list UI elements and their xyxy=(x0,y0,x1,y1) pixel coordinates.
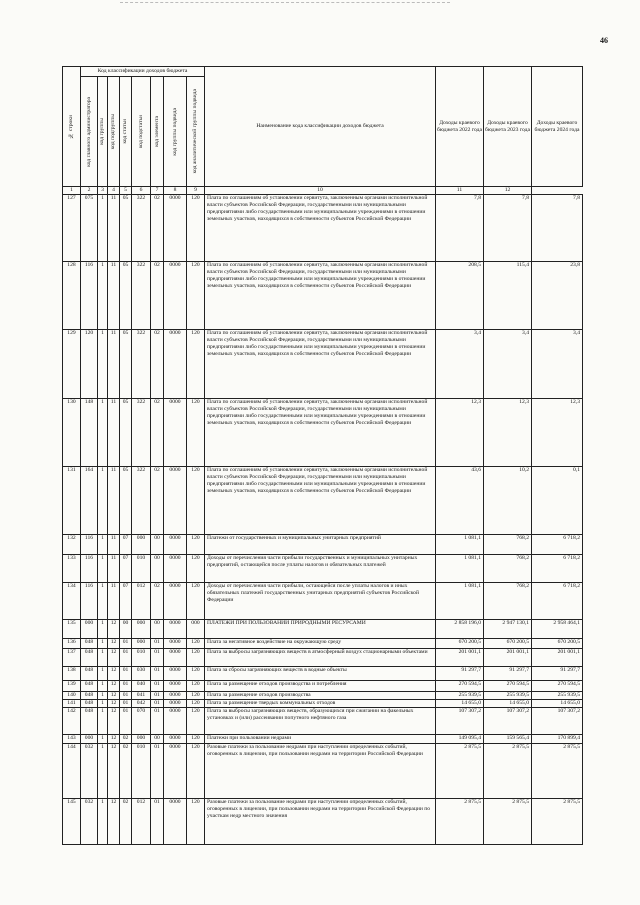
amount-2023: 2 947 130,1 xyxy=(484,620,532,639)
code-cell: 116 xyxy=(81,535,98,555)
header-code-column: код статьи xyxy=(120,77,132,187)
code-cell: 0000 xyxy=(164,620,187,639)
code-cell: 120 xyxy=(187,799,205,845)
code-cell: 010 xyxy=(132,555,151,583)
table-row xyxy=(63,330,583,399)
code-cell: 1 xyxy=(98,535,108,555)
code-cell: 07 xyxy=(120,555,132,583)
amount-2024: 7,8 xyxy=(532,195,583,262)
row-number: 139 xyxy=(63,681,81,692)
code-cell: 00 xyxy=(151,735,164,744)
code-cell: 12 xyxy=(108,700,120,708)
code-cell: 0000 xyxy=(164,744,187,799)
code-cell: 1 xyxy=(98,399,108,467)
code-cell: 070 xyxy=(132,708,151,735)
code-cell: 01 xyxy=(151,708,164,735)
table-row xyxy=(63,799,583,845)
code-cell: 120 xyxy=(187,692,205,700)
revenue-classification-table xyxy=(62,66,583,845)
revenue-name: Плата за негативное воздействие на окружающую среду xyxy=(205,639,436,649)
code-cell: 01 xyxy=(151,744,164,799)
scan-top-artifact xyxy=(120,2,450,5)
code-cell: 048 xyxy=(81,700,98,708)
revenue-name: Плата за размещение твердых коммунальных отходов xyxy=(205,700,436,708)
row-number: 128 xyxy=(63,262,81,330)
code-cell: 1 xyxy=(98,708,108,735)
header-code-column: код группы xyxy=(98,77,108,187)
amount-2023: 255 939,5 xyxy=(484,692,532,700)
header-code-column: код подгруппы xyxy=(108,77,120,187)
column-number: 4 xyxy=(108,187,120,195)
column-number: 5 xyxy=(120,187,132,195)
amount-2022: 107 307,2 xyxy=(436,708,484,735)
code-cell: 11 xyxy=(108,399,120,467)
table-row xyxy=(63,708,583,735)
code-cell: 120 xyxy=(187,667,205,681)
code-cell: 12 xyxy=(108,667,120,681)
code-cell: 0000 xyxy=(164,700,187,708)
code-cell: 000 xyxy=(132,639,151,649)
revenue-name: Доходы от перечисления части прибыли, остающейся после уплаты налогов и иных обязательных платежей государственных унитарных предприятий субъектов Российской Федерации xyxy=(205,583,436,620)
code-cell: 148 xyxy=(81,399,98,467)
revenue-name: Плата за выбросы загрязняющих веществ, образующихся при сжигании на факельных установках и (или) рассеивании попутного нефтяного газа xyxy=(205,708,436,735)
code-cell: 01 xyxy=(151,681,164,692)
amount-2022: 2 875,5 xyxy=(436,744,484,799)
code-cell: 0000 xyxy=(164,639,187,649)
row-number: 138 xyxy=(63,667,81,681)
code-cell: 120 xyxy=(187,555,205,583)
code-cell: 11 xyxy=(108,535,120,555)
code-cell: 041 xyxy=(132,692,151,700)
revenue-name: Доходы от перечисления части прибыли государственных и муниципальных унитарных предприятий, остающейся после уплаты налогов и обязательных платежей xyxy=(205,555,436,583)
amount-2024: 170 899,4 xyxy=(532,735,583,744)
code-cell: 0000 xyxy=(164,799,187,845)
table-row xyxy=(63,735,583,744)
code-cell: 01 xyxy=(151,799,164,845)
revenue-name: Разовые платежи за пользование недрами при наступлении определенных событий, оговоренных в лицензии, при пользовании недрами на территории Российской Федерации xyxy=(205,744,436,799)
amount-2024: 670 200,5 xyxy=(532,639,583,649)
amount-2023: 91 297,7 xyxy=(484,667,532,681)
row-number: 134 xyxy=(63,583,81,620)
code-cell: 02 xyxy=(151,195,164,262)
amount-2023: 10,2 xyxy=(484,467,532,535)
code-cell: 012 xyxy=(132,583,151,620)
code-cell: 000 xyxy=(81,620,98,639)
code-cell: 0000 xyxy=(164,649,187,667)
code-cell: 02 xyxy=(151,262,164,330)
column-number: 1 xyxy=(63,187,81,195)
row-number: 129 xyxy=(63,330,81,399)
code-cell: 0000 xyxy=(164,555,187,583)
amount-2022: 7,8 xyxy=(436,195,484,262)
code-cell: 1 xyxy=(98,639,108,649)
code-cell: 00 xyxy=(151,620,164,639)
code-cell: 164 xyxy=(81,467,98,535)
amount-2024: 6 718,2 xyxy=(532,555,583,583)
code-cell: 120 xyxy=(187,399,205,467)
amount-2024: 3,4 xyxy=(532,330,583,399)
code-cell: 000 xyxy=(132,535,151,555)
amount-2024: 6 718,2 xyxy=(532,583,583,620)
row-number: 142 xyxy=(63,708,81,735)
amount-2024: 255 939,5 xyxy=(532,692,583,700)
amount-2024: 12,3 xyxy=(532,399,583,467)
code-cell: 116 xyxy=(81,583,98,620)
table-row xyxy=(63,700,583,708)
header-code-column: код группы подвида xyxy=(164,77,187,187)
row-number: 140 xyxy=(63,692,81,700)
code-cell: 0000 xyxy=(164,583,187,620)
code-cell: 030 xyxy=(132,667,151,681)
amount-2023: 670 200,5 xyxy=(484,639,532,649)
amount-2023: 201 001,1 xyxy=(484,649,532,667)
code-cell: 01 xyxy=(151,649,164,667)
code-cell: 075 xyxy=(81,195,98,262)
table-row xyxy=(63,692,583,700)
revenue-name: Плата за выбросы загрязняющих веществ в атмосферный воздух стационарными объектами xyxy=(205,649,436,667)
code-cell: 01 xyxy=(120,667,132,681)
code-cell: 0000 xyxy=(164,399,187,467)
code-cell: 0000 xyxy=(164,735,187,744)
amount-2024: 270 594,5 xyxy=(532,681,583,692)
code-cell: 02 xyxy=(151,399,164,467)
revenue-name: Платежи от государственных и муниципальных унитарных предприятий xyxy=(205,535,436,555)
row-number: 137 xyxy=(63,649,81,667)
code-cell: 048 xyxy=(81,708,98,735)
page-number: 46 xyxy=(600,36,608,45)
code-cell: 1 xyxy=(98,681,108,692)
code-cell: 1 xyxy=(98,262,108,330)
code-cell: 1 xyxy=(98,649,108,667)
amount-2022: 1 081,1 xyxy=(436,535,484,555)
table-row xyxy=(63,681,583,692)
amount-2024: 2 958 464,1 xyxy=(532,620,583,639)
code-cell: 000 xyxy=(81,735,98,744)
code-cell: 120 xyxy=(187,535,205,555)
code-cell: 120 xyxy=(187,330,205,399)
code-cell: 01 xyxy=(151,667,164,681)
code-cell: 1 xyxy=(98,620,108,639)
table-row xyxy=(63,639,583,649)
revenue-name: Платежи при пользовании недрами xyxy=(205,735,436,744)
code-cell: 12 xyxy=(108,639,120,649)
table-row xyxy=(63,649,583,667)
code-cell: 1 xyxy=(98,583,108,620)
code-cell: 322 xyxy=(132,262,151,330)
row-number: 143 xyxy=(63,735,81,744)
code-cell: 00 xyxy=(151,555,164,583)
code-cell: 322 xyxy=(132,330,151,399)
column-number: 8 xyxy=(164,187,187,195)
revenue-name: ПЛАТЕЖИ ПРИ ПОЛЬЗОВАНИИ ПРИРОДНЫМИ РЕСУРСАМИ xyxy=(205,620,436,639)
amount-2024: 2 875,5 xyxy=(532,799,583,845)
code-cell: 000 xyxy=(187,620,205,639)
code-cell: 048 xyxy=(81,692,98,700)
code-cell: 010 xyxy=(132,649,151,667)
code-cell: 00 xyxy=(151,535,164,555)
code-cell: 12 xyxy=(108,744,120,799)
code-cell: 322 xyxy=(132,467,151,535)
revenue-name: Плата по соглашениям об установлении сервитута, заключенным органами исполнительной власти субъектов Российской Федерации, государственными или муниципальными предприятиями либо государственными или муниципальными учреждениями в отношении земельных участков, находящихся в собственности субъектов Российской Федерации xyxy=(205,399,436,467)
code-cell: 01 xyxy=(151,700,164,708)
code-cell: 11 xyxy=(108,583,120,620)
code-cell: 120 xyxy=(81,330,98,399)
table-row xyxy=(63,262,583,330)
code-cell: 12 xyxy=(108,692,120,700)
code-cell: 000 xyxy=(132,620,151,639)
code-cell: 1 xyxy=(98,799,108,845)
revenue-name: Плата по соглашениям об установлении сервитута, заключенным органами исполнительной власти субъектов Российской Федерации, государственными или муниципальными предприятиями либо государственными или муниципальными учреждениями в отношении земельных участков, находящихся в собственности субъектов Российской Федерации xyxy=(205,467,436,535)
code-cell: 116 xyxy=(81,555,98,583)
column-number: 2 xyxy=(81,187,98,195)
amount-2024: 107 307,2 xyxy=(532,708,583,735)
amount-2022: 12,3 xyxy=(436,399,484,467)
code-cell: 01 xyxy=(120,639,132,649)
header-code-column: код главного администратора xyxy=(81,77,98,187)
amount-2023: 159 565,4 xyxy=(484,735,532,744)
code-cell: 05 xyxy=(120,330,132,399)
table-row xyxy=(63,467,583,535)
header-year-2023: Доходы краевого бюджета 2023 года xyxy=(484,67,532,187)
code-cell: 0000 xyxy=(164,708,187,735)
code-cell: 120 xyxy=(187,639,205,649)
code-cell: 032 xyxy=(81,799,98,845)
amount-2022: 14 655,0 xyxy=(436,700,484,708)
amount-2023: 3,4 xyxy=(484,330,532,399)
revenue-name: Плата по соглашениям об установлении сервитута, заключенным органами исполнительной власти субъектов Российской Федерации, государственными или муниципальными предприятиями либо государственными или муниципальными учреждениями в отношении земельных участков, находящихся в собственности субъектов Российской Федерации xyxy=(205,195,436,262)
code-cell: 05 xyxy=(120,262,132,330)
row-number: 145 xyxy=(63,799,81,845)
row-number: 130 xyxy=(63,399,81,467)
row-number: 135 xyxy=(63,620,81,639)
revenue-name: Плата за размещение отходов производства xyxy=(205,692,436,700)
code-cell: 01 xyxy=(120,700,132,708)
amount-2022: 670 200,5 xyxy=(436,639,484,649)
amount-2023: 768,2 xyxy=(484,555,532,583)
amount-2022: 1 081,1 xyxy=(436,555,484,583)
table-row xyxy=(63,667,583,681)
code-cell: 02 xyxy=(120,744,132,799)
code-cell: 010 xyxy=(132,744,151,799)
revenue-name: Плата по соглашениям об установлении сервитута, заключенным органами исполнительной власти субъектов Российской Федерации, государственными или муниципальными предприятиями либо государственными или муниципальными учреждениями в отношении земельных участков, находящихся в собственности субъектов Российской Федерации xyxy=(205,262,436,330)
code-cell: 01 xyxy=(151,639,164,649)
code-cell: 1 xyxy=(98,744,108,799)
code-cell: 120 xyxy=(187,708,205,735)
header-name: Наименование кода классификации доходов бюджета xyxy=(205,67,436,187)
code-cell: 11 xyxy=(108,555,120,583)
code-cell: 05 xyxy=(120,467,132,535)
table-row xyxy=(63,620,583,639)
code-cell: 012 xyxy=(132,799,151,845)
code-cell: 01 xyxy=(120,681,132,692)
amount-2023: 2 875,5 xyxy=(484,744,532,799)
amount-2022: 255 939,5 xyxy=(436,692,484,700)
code-cell: 12 xyxy=(108,708,120,735)
row-number: 141 xyxy=(63,700,81,708)
amount-2024: 23,8 xyxy=(532,262,583,330)
code-cell: 120 xyxy=(187,735,205,744)
code-cell: 1 xyxy=(98,700,108,708)
code-cell: 01 xyxy=(120,692,132,700)
code-cell: 11 xyxy=(108,195,120,262)
code-cell: 120 xyxy=(187,467,205,535)
header-classification-group: Код классификации доходов бюджета xyxy=(81,67,205,77)
column-number: 6 xyxy=(132,187,151,195)
amount-2022: 2 875,5 xyxy=(436,799,484,845)
code-cell: 12 xyxy=(108,649,120,667)
code-cell: 0000 xyxy=(164,195,187,262)
header-code-column: код элемента xyxy=(151,77,164,187)
code-cell: 00 xyxy=(120,620,132,639)
code-cell: 07 xyxy=(120,535,132,555)
code-cell: 02 xyxy=(120,735,132,744)
amount-2024: 201 001,1 xyxy=(532,649,583,667)
amount-2023: 270 594,5 xyxy=(484,681,532,692)
code-cell: 11 xyxy=(108,330,120,399)
amount-2022: 1 081,1 xyxy=(436,583,484,620)
code-cell: 322 xyxy=(132,195,151,262)
code-cell: 120 xyxy=(187,649,205,667)
code-cell: 0000 xyxy=(164,681,187,692)
column-number: 10 xyxy=(205,187,436,195)
code-cell: 05 xyxy=(120,195,132,262)
revenue-name: Плата по соглашениям об установлении сервитута, заключенным органами исполнительной власти субъектов Российской Федерации, государственными или муниципальными предприятиями либо государственными или муниципальными учреждениями в отношении земельных участков, находящихся в собственности субъектов Российской Федерации xyxy=(205,330,436,399)
code-cell: 12 xyxy=(108,620,120,639)
amount-2022: 91 297,7 xyxy=(436,667,484,681)
table-row xyxy=(63,399,583,467)
table-row xyxy=(63,583,583,620)
amount-2023: 12,3 xyxy=(484,399,532,467)
code-cell: 01 xyxy=(151,692,164,700)
amount-2023: 115,4 xyxy=(484,262,532,330)
code-cell: 02 xyxy=(151,330,164,399)
code-cell: 1 xyxy=(98,667,108,681)
code-cell: 02 xyxy=(151,467,164,535)
header-code-column: код аналитической группы подвида xyxy=(187,77,205,187)
code-cell: 0000 xyxy=(164,262,187,330)
code-cell: 120 xyxy=(187,583,205,620)
table-row xyxy=(63,744,583,799)
row-number: 132 xyxy=(63,535,81,555)
code-cell: 12 xyxy=(108,681,120,692)
code-cell: 12 xyxy=(108,799,120,845)
code-cell: 05 xyxy=(120,399,132,467)
code-cell: 120 xyxy=(187,262,205,330)
code-cell: 032 xyxy=(81,744,98,799)
code-cell: 1 xyxy=(98,692,108,700)
column-number: 7 xyxy=(151,187,164,195)
column-number: 3 xyxy=(98,187,108,195)
code-cell: 042 xyxy=(132,700,151,708)
amount-2022: 43,6 xyxy=(436,467,484,535)
row-number: 131 xyxy=(63,467,81,535)
revenue-name: Разовые платежи за пользование недрами при наступлении определенных событий, оговоренных в лицензии, при пользовании недрами на территории Российской Федерации по участкам недр местного значения xyxy=(205,799,436,845)
row-number: 127 xyxy=(63,195,81,262)
amount-2024: 0,1 xyxy=(532,467,583,535)
table-row xyxy=(63,535,583,555)
amount-2022: 201 001,1 xyxy=(436,649,484,667)
code-cell: 048 xyxy=(81,639,98,649)
code-cell: 1 xyxy=(98,195,108,262)
column-number: 9 xyxy=(187,187,205,195)
code-cell: 120 xyxy=(187,681,205,692)
amount-2022: 149 095,4 xyxy=(436,735,484,744)
amount-2022: 2 858 196,0 xyxy=(436,620,484,639)
amount-2023: 107 307,2 xyxy=(484,708,532,735)
amount-2023: 7,8 xyxy=(484,195,532,262)
code-cell: 1 xyxy=(98,467,108,535)
amount-2023: 768,2 xyxy=(484,535,532,555)
amount-2024: 91 297,7 xyxy=(532,667,583,681)
code-cell: 02 xyxy=(151,583,164,620)
column-number: 12 xyxy=(484,187,532,195)
code-cell: 1 xyxy=(98,330,108,399)
table-row xyxy=(63,195,583,262)
code-cell: 0000 xyxy=(164,330,187,399)
code-cell: 048 xyxy=(81,649,98,667)
code-cell: 322 xyxy=(132,399,151,467)
code-cell: 120 xyxy=(187,700,205,708)
code-cell: 02 xyxy=(120,799,132,845)
amount-2023: 14 655,0 xyxy=(484,700,532,708)
code-cell: 11 xyxy=(108,467,120,535)
amount-2024: 6 718,2 xyxy=(532,535,583,555)
amount-2022: 3,4 xyxy=(436,330,484,399)
amount-2024: 2 875,5 xyxy=(532,744,583,799)
code-cell: 048 xyxy=(81,667,98,681)
revenue-name: Плата за размещение отходов производства и потребления xyxy=(205,681,436,692)
column-number: 11 xyxy=(436,187,484,195)
header-year-2024: Доходы краевого бюджета 2024 года xyxy=(532,67,583,187)
code-cell: 01 xyxy=(120,708,132,735)
row-number: 133 xyxy=(63,555,81,583)
revenue-name: Плата за сбросы загрязняющих веществ в водные объекты xyxy=(205,667,436,681)
code-cell: 11 xyxy=(108,262,120,330)
code-cell: 0000 xyxy=(164,535,187,555)
amount-2022: 270 594,5 xyxy=(436,681,484,692)
code-cell: 12 xyxy=(108,735,120,744)
code-cell: 120 xyxy=(187,195,205,262)
amount-2023: 768,2 xyxy=(484,583,532,620)
row-number: 144 xyxy=(63,744,81,799)
header-year-2022: Доходы краевого бюджета 2022 года xyxy=(436,67,484,187)
code-cell: 1 xyxy=(98,735,108,744)
code-cell: 1 xyxy=(98,555,108,583)
code-cell: 01 xyxy=(120,649,132,667)
code-cell: 000 xyxy=(132,735,151,744)
code-cell: 116 xyxy=(81,262,98,330)
code-cell: 07 xyxy=(120,583,132,620)
code-cell: 0000 xyxy=(164,467,187,535)
amount-2024: 14 655,0 xyxy=(532,700,583,708)
code-cell: 0000 xyxy=(164,667,187,681)
amount-2023: 2 875,5 xyxy=(484,799,532,845)
code-cell: 048 xyxy=(81,681,98,692)
header-code-column: код подстатьи xyxy=(132,77,151,187)
row-number: 136 xyxy=(63,639,81,649)
header-row-no: № строки xyxy=(63,67,81,187)
table-row xyxy=(63,555,583,583)
code-cell: 040 xyxy=(132,681,151,692)
amount-2022: 208,5 xyxy=(436,262,484,330)
code-cell: 120 xyxy=(187,744,205,799)
code-cell: 0000 xyxy=(164,692,187,700)
